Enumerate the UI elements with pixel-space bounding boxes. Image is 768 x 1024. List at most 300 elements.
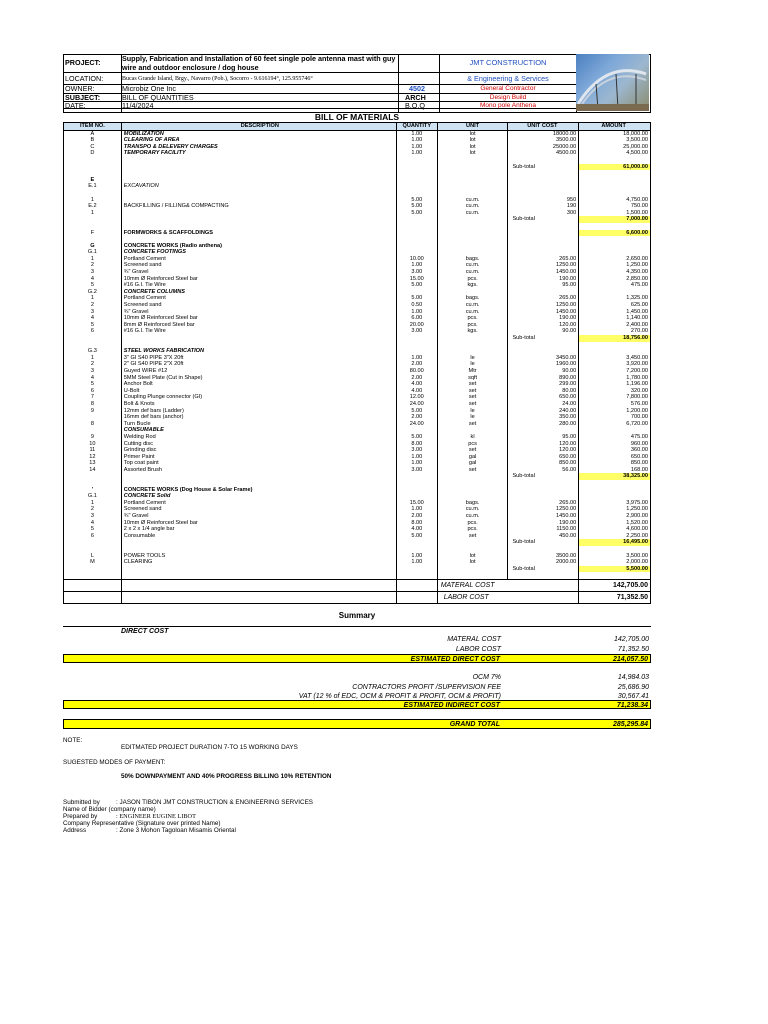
table-row xyxy=(64,553,650,560)
cell-amount: 1,500.00 xyxy=(626,209,648,216)
cell-description xyxy=(122,236,397,243)
cell-amount: 625.00 xyxy=(630,302,648,309)
prepared-value: : ENGINEER EUGINE LIBOT xyxy=(116,813,196,820)
cell-unit-cost: Sub-total xyxy=(508,164,579,171)
cell-amount: 360.00 xyxy=(630,447,648,454)
cell-item-no xyxy=(64,342,122,349)
table-row xyxy=(64,276,650,283)
cell-amount xyxy=(579,487,650,494)
table-row xyxy=(64,322,650,329)
cell-description: CONSUMABLE xyxy=(122,427,397,434)
cell-unit xyxy=(438,249,509,256)
cell-amount xyxy=(579,546,650,553)
material-cost-value: 142,705.00 xyxy=(612,581,648,589)
cell-unit: cu.m. xyxy=(438,513,509,520)
cell-unit: lot xyxy=(438,150,509,157)
cell-amount: 4,600.00 xyxy=(626,526,648,533)
grand-total-label: GRAND TOTAL xyxy=(449,721,500,728)
cell-item-no: 4 xyxy=(64,375,122,382)
cell-item-no: 2 xyxy=(64,262,122,269)
table-row xyxy=(64,427,650,434)
cell-amount: 4,350.00 xyxy=(626,269,648,276)
address-label: Address xyxy=(63,827,87,834)
cell-unit-cost xyxy=(508,348,579,355)
cell-unit xyxy=(438,157,509,164)
cell-amount: 475.00 xyxy=(630,282,648,289)
cell-description: EXCAVATION xyxy=(122,183,397,190)
cell-amount: 7,800.00 xyxy=(626,394,648,401)
cell-unit: set xyxy=(438,381,509,388)
cell-amount: 6,720.00 xyxy=(626,420,648,427)
cell-item-no: G xyxy=(64,243,122,250)
col-amount: AMOUNT xyxy=(601,123,626,129)
cell-amount xyxy=(579,170,650,177)
table-row xyxy=(64,289,650,296)
cell-description: Coupling Plunge connector (GI) xyxy=(122,394,397,401)
table-row xyxy=(64,375,650,382)
cell-amount xyxy=(579,157,650,164)
cell-description: Assorted Brush xyxy=(122,467,397,474)
cell-quantity xyxy=(397,335,438,342)
material-cost-label: MATERAL COST xyxy=(438,580,580,591)
role-design-build: Design Build xyxy=(489,94,527,101)
cell-amount xyxy=(579,480,650,487)
cell-unit: lot xyxy=(438,553,509,560)
cell-quantity: 8.00 xyxy=(397,520,438,527)
est-direct-row xyxy=(63,654,651,663)
cell-item-no: 4 xyxy=(64,276,122,283)
cell-description xyxy=(122,157,397,164)
cell-amount: 960.00 xyxy=(630,440,648,447)
project-value: Supply, Fabrication and Installation of 60 feet single pole antenna mast with guy wire and outdoor enclosure / dog house xyxy=(122,54,396,72)
cell-amount: 1,450.00 xyxy=(626,308,648,315)
cell-unit-cost xyxy=(508,342,579,349)
cell-item-no xyxy=(64,480,122,487)
table-row xyxy=(64,315,650,322)
cell-amount: 270.00 xyxy=(630,328,648,335)
cell-unit-cost: 1450.00 xyxy=(508,269,579,276)
table-row xyxy=(64,414,650,421)
cell-quantity: 3.00 xyxy=(397,467,438,474)
company-logo-photo xyxy=(576,54,649,111)
cell-unit: lot xyxy=(438,559,509,566)
cell-unit xyxy=(438,493,509,500)
cell-quantity: 5.00 xyxy=(397,197,438,204)
cell-quantity xyxy=(397,190,438,197)
table-row xyxy=(64,216,650,223)
cell-unit-cost: Sub-total xyxy=(508,473,579,480)
col-unit-cost: UNIT COST xyxy=(508,123,579,130)
cell-item-no: A xyxy=(64,131,122,138)
cell-amount xyxy=(579,289,650,296)
cell-unit xyxy=(438,289,509,296)
cell-quantity xyxy=(397,223,438,230)
profit-label: CONTRACTORS PROFIT /SUPERVISION FEE xyxy=(352,684,501,691)
cell-unit-cost xyxy=(508,546,579,553)
cell-unit-cost xyxy=(508,223,579,230)
cell-amount xyxy=(579,342,650,349)
cell-quantity: 5.00 xyxy=(397,282,438,289)
cell-amount: 1,250.00 xyxy=(626,262,648,269)
table-row xyxy=(64,348,650,355)
cell-unit-cost xyxy=(508,243,579,250)
table-row xyxy=(64,210,650,217)
cell-description: CLEARING xyxy=(122,559,397,566)
company-name: JMT CONSTRUCTION xyxy=(469,58,547,67)
cell-unit: cu.m. xyxy=(438,269,509,276)
cell-amount: 3,500.00 xyxy=(626,137,648,144)
cell-amount: 1,250.00 xyxy=(626,506,648,513)
cell-description xyxy=(122,546,397,553)
cell-unit: le xyxy=(438,408,509,415)
cell-unit-cost xyxy=(508,480,579,487)
cell-unit-cost: 1250.00 xyxy=(508,262,579,269)
material-cost-row xyxy=(64,579,650,591)
cell-unit-cost: 1150.00 xyxy=(508,526,579,533)
table-row xyxy=(64,183,650,190)
cell-unit-cost: 299.00 xyxy=(508,381,579,388)
cell-quantity: 4.00 xyxy=(397,381,438,388)
cell-unit xyxy=(438,427,509,434)
cell-item-no xyxy=(64,157,122,164)
cell-description xyxy=(122,342,397,349)
cell-amount xyxy=(579,223,650,230)
cell-item-no xyxy=(64,546,122,553)
table-row xyxy=(64,262,650,269)
table-row xyxy=(64,157,650,164)
cell-item-no xyxy=(64,427,122,434)
cell-unit xyxy=(438,566,509,573)
cell-item-no: 2 xyxy=(64,506,122,513)
cell-unit: le xyxy=(438,414,509,421)
cell-unit xyxy=(438,539,509,546)
cell-item-no: E xyxy=(64,177,122,184)
cell-unit-cost: 18000.00 xyxy=(508,131,579,138)
cell-amount: 4,750.00 xyxy=(626,196,648,203)
cell-description: #16 G.I. Tie Wire xyxy=(122,282,397,289)
cell-amount: 6,600.00 xyxy=(579,230,650,237)
cell-description: Primer Paint xyxy=(122,454,397,461)
cell-item-no: 1 xyxy=(64,295,122,302)
cell-quantity: 1.00 xyxy=(397,150,438,157)
cell-unit-cost: 80.00 xyxy=(508,388,579,395)
cell-quantity xyxy=(397,572,438,579)
cell-amount xyxy=(579,236,650,243)
cell-unit: cu.m. xyxy=(438,203,509,210)
cell-unit: cu.m. xyxy=(438,506,509,513)
cell-unit: pcs. xyxy=(438,526,509,533)
cell-unit-cost: Sub-total xyxy=(508,335,579,342)
cell-unit-cost: 120.00 xyxy=(508,447,579,454)
cell-description: Cutting disc xyxy=(122,441,397,448)
sum-labor-row xyxy=(63,645,651,654)
cell-description: Top coat paint xyxy=(122,460,397,467)
cell-amount: 1,520.00 xyxy=(626,519,648,526)
cell-description: BACKFILLING / FILLING& COMPACTING xyxy=(122,203,397,210)
cell-unit-cost xyxy=(508,427,579,434)
table-row xyxy=(64,526,650,533)
payment-label: SUGESTED MODES OF PAYMENT: xyxy=(63,759,166,766)
cell-item-no: 13 xyxy=(64,460,122,467)
table-body xyxy=(64,131,650,579)
cell-item-no xyxy=(64,566,122,573)
cell-unit xyxy=(438,487,509,494)
cell-amount xyxy=(579,572,650,579)
owner-label: OWNER: xyxy=(65,84,95,93)
sum-labor-label: LABOR COST xyxy=(455,646,501,653)
cell-unit-cost: Sub-total xyxy=(508,216,579,223)
cell-unit: lot xyxy=(438,137,509,144)
table-row xyxy=(64,539,650,546)
cell-quantity xyxy=(397,487,438,494)
cell-description: CONCRETE COLUMNS xyxy=(122,289,397,296)
boq-label: B.O.Q xyxy=(405,101,425,110)
cell-unit-cost: 650.00 xyxy=(508,454,579,461)
sum-material-value: 142,705.00 xyxy=(613,636,649,643)
cell-item-no: F xyxy=(64,230,122,237)
cell-description: 16mm def bars (anchor) xyxy=(122,414,397,421)
sum-material-row xyxy=(63,635,651,644)
cell-description xyxy=(122,216,397,223)
cell-item-no xyxy=(64,236,122,243)
cell-item-no xyxy=(64,170,122,177)
cell-amount: 650.00 xyxy=(630,453,648,460)
col-description: DESCRIPTION xyxy=(122,123,397,130)
table-row xyxy=(64,302,650,309)
cell-amount: 2,400.00 xyxy=(626,321,648,328)
cell-item-no: 14 xyxy=(64,467,122,474)
cell-quantity xyxy=(397,493,438,500)
cell-quantity: 20.00 xyxy=(397,322,438,329)
cell-unit-cost xyxy=(508,157,579,164)
table-row xyxy=(64,342,650,349)
cell-description: ¾" Gravel xyxy=(122,513,397,520)
cell-unit-cost: 1450.00 xyxy=(508,309,579,316)
cell-description: Welding Rod xyxy=(122,434,397,441)
cell-unit xyxy=(438,348,509,355)
table-row xyxy=(64,434,650,441)
cell-quantity xyxy=(397,236,438,243)
cell-quantity: 3.00 xyxy=(397,328,438,335)
cell-unit-cost xyxy=(508,177,579,184)
cell-quantity xyxy=(397,546,438,553)
cell-description: 10mm Ø Reinforced Steel bar xyxy=(122,520,397,527)
cell-quantity: 4.00 xyxy=(397,526,438,533)
cell-unit-cost: 4500.00 xyxy=(508,150,579,157)
submitted-label: Submitted by xyxy=(63,799,100,806)
cell-item-no: D xyxy=(64,150,122,157)
table-row xyxy=(64,454,650,461)
cell-item-no: 6 xyxy=(64,533,122,540)
subject-value: BILL OF QUANTITIES xyxy=(122,93,194,102)
cell-amount: 61,000.00 xyxy=(579,164,650,171)
cell-amount: 1,200.00 xyxy=(626,407,648,414)
cell-unit-cost: 56.00 xyxy=(508,467,579,474)
cell-amount: 38,325.00 xyxy=(579,473,650,480)
cell-item-no: 1 xyxy=(64,210,122,217)
cell-item-no: 3 xyxy=(64,309,122,316)
vat-value: 30,567.41 xyxy=(617,693,649,700)
cell-description xyxy=(122,480,397,487)
table-row xyxy=(64,243,650,250)
table-row xyxy=(64,309,650,316)
table-row xyxy=(64,566,650,573)
cell-description: FORMWORKS & SCAFFOLDINGS xyxy=(122,230,397,237)
cell-description xyxy=(122,572,397,579)
table-row xyxy=(64,487,650,494)
cell-unit xyxy=(438,342,509,349)
cell-unit xyxy=(438,546,509,553)
cell-unit-cost: 95.00 xyxy=(508,434,579,441)
cell-unit-cost xyxy=(508,230,579,237)
cell-item-no: 3 xyxy=(64,513,122,520)
table-row xyxy=(64,295,650,302)
cell-item-no: 2 xyxy=(64,302,122,309)
cell-unit: cu.m. xyxy=(438,262,509,269)
est-direct-value: 214,057.50 xyxy=(612,656,648,663)
est-indirect-value: 71,238.34 xyxy=(616,702,648,709)
cell-unit xyxy=(438,216,509,223)
cell-unit-cost xyxy=(508,572,579,579)
bom-table xyxy=(63,122,651,604)
cell-description: 8mm Ø Reinforced Steel bar xyxy=(122,322,397,329)
role-general-contractor: General Contractor xyxy=(480,85,536,92)
cell-amount: 16,495.00 xyxy=(579,539,650,546)
cell-item-no: 12 xyxy=(64,454,122,461)
table-row xyxy=(64,500,650,507)
grand-total-row xyxy=(63,719,651,729)
cell-unit-cost xyxy=(508,487,579,494)
cell-item-no: L xyxy=(64,553,122,560)
cell-item-no xyxy=(64,216,122,223)
table-header-row xyxy=(64,123,650,131)
cell-item-no: 5 xyxy=(64,322,122,329)
cell-quantity: 3.00 xyxy=(397,269,438,276)
labor-cost-row xyxy=(64,591,650,603)
cell-item-no: ' xyxy=(64,487,122,494)
cell-unit xyxy=(438,223,509,230)
table-row xyxy=(64,236,650,243)
cell-description: 5MM Steel Plate (Cut in Shape) xyxy=(122,375,397,382)
cell-item-no xyxy=(64,539,122,546)
cell-description: ¾" Gravel xyxy=(122,309,397,316)
table-row xyxy=(64,473,650,480)
cell-item-no: 8 xyxy=(64,421,122,428)
cell-item-no xyxy=(64,164,122,171)
cell-description: Grinding disc xyxy=(122,447,397,454)
table-row xyxy=(64,223,650,230)
cell-item-no: C xyxy=(64,144,122,151)
cell-item-no: G.1 xyxy=(64,493,122,500)
ocm-value: 14,984.03 xyxy=(617,674,649,681)
cell-description: Consumable xyxy=(122,533,397,540)
cell-unit: le xyxy=(438,355,509,362)
table-row xyxy=(64,137,650,144)
est-direct-label: ESTIMATED DIRECT COST xyxy=(410,656,500,663)
cell-description xyxy=(122,177,397,184)
cell-quantity: 5.00 xyxy=(397,408,438,415)
table-row xyxy=(64,493,650,500)
cell-item-no: 1 xyxy=(64,197,122,204)
cell-description xyxy=(122,539,397,546)
bidder-label: Name of Bidder (company name) xyxy=(63,806,156,813)
cell-description xyxy=(122,164,397,171)
cell-description: CONCRETE FOOTINGS xyxy=(122,249,397,256)
est-indirect-label: ESTIMATED INDIRECT COST xyxy=(403,702,500,709)
cell-item-no: 4 xyxy=(64,520,122,527)
note-label: NOTE: xyxy=(63,737,83,744)
cell-quantity xyxy=(397,480,438,487)
cell-item-no: 5 xyxy=(64,381,122,388)
role-mono-pole: Mono pole Anthena xyxy=(479,102,537,109)
sum-material-label: MATERAL COST xyxy=(447,636,501,643)
table-row xyxy=(64,480,650,487)
cell-quantity xyxy=(397,157,438,164)
cell-item-no xyxy=(64,335,122,342)
cell-unit-cost: 3500.00 xyxy=(508,137,579,144)
location-value: Bucas Grande Island, Brgy., Navarro (Pob.), Socorro - 9.616194°, 125.955746° xyxy=(122,76,313,82)
cell-amount: 4,500.00 xyxy=(626,150,648,157)
cell-unit-cost: 650.00 xyxy=(508,394,579,401)
cell-quantity xyxy=(397,230,438,237)
cell-quantity: 5.00 xyxy=(397,295,438,302)
cell-amount: 1,325.00 xyxy=(626,295,648,302)
cell-unit-cost: 1250.00 xyxy=(508,302,579,309)
cell-item-no: 11 xyxy=(64,447,122,454)
cell-item-no xyxy=(64,190,122,197)
table-row xyxy=(64,506,650,513)
cell-quantity: 5.00 xyxy=(397,434,438,441)
cell-item-no: 6 xyxy=(64,328,122,335)
cell-description: TRANSPO & DELEVERY CHARGES xyxy=(122,144,397,151)
cell-unit xyxy=(438,164,509,171)
cell-unit xyxy=(438,177,509,184)
cell-quantity: 80.00 xyxy=(397,368,438,375)
cell-quantity xyxy=(397,289,438,296)
table-row xyxy=(64,368,650,375)
table-row xyxy=(64,230,650,237)
cell-unit-cost: 3450.00 xyxy=(508,355,579,362)
cell-unit-cost: 1250.00 xyxy=(508,506,579,513)
cell-quantity: 15.00 xyxy=(397,500,438,507)
table-row xyxy=(64,197,650,204)
cell-item-no: 1 xyxy=(64,500,122,507)
cell-unit-cost xyxy=(508,493,579,500)
cell-description: TEMPORARY FACILITY xyxy=(122,150,397,157)
cell-unit: cu.m. xyxy=(438,302,509,309)
cell-amount: 850.00 xyxy=(630,460,648,467)
cell-amount: 18,000.00 xyxy=(623,130,648,137)
cell-quantity: 2.00 xyxy=(397,414,438,421)
cell-amount: 3,450.00 xyxy=(626,354,648,361)
table-row xyxy=(64,249,650,256)
cell-unit: lot xyxy=(438,144,509,151)
cell-item-no: 3 xyxy=(64,269,122,276)
cell-unit: pcs. xyxy=(438,520,509,527)
cell-unit: set xyxy=(438,394,509,401)
cell-description: Portland Cement xyxy=(122,500,397,507)
grand-total-value: 285,295.84 xyxy=(612,721,648,728)
cell-unit: kgs. xyxy=(438,282,509,289)
cell-unit: le xyxy=(438,361,509,368)
table-row xyxy=(64,256,650,263)
cell-description: CONCRETE WORKS (Dog House & Solar Frame) xyxy=(122,487,397,494)
prepared-label: Prepared by xyxy=(63,813,98,820)
cell-unit: pcs. xyxy=(438,315,509,322)
payment-terms: 50% DOWNPAYMENT AND 40% PROGRESS BILLING 10% RETENTION xyxy=(121,773,332,780)
location-label: LOCATION: xyxy=(65,74,104,83)
cell-unit xyxy=(438,236,509,243)
